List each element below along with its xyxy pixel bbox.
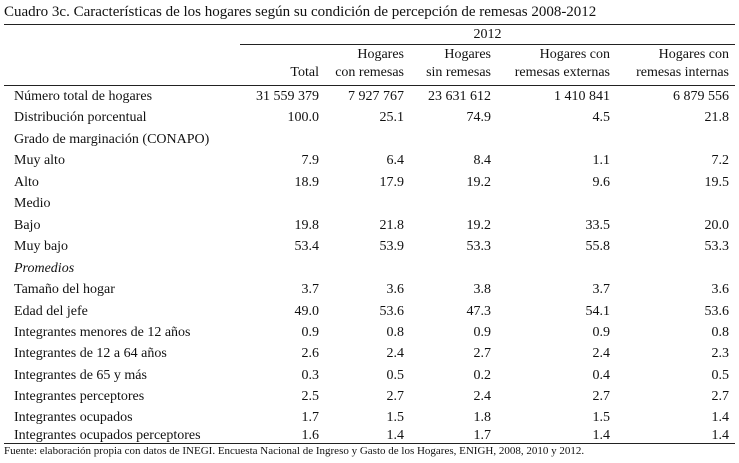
column-header-1-line2: Total bbox=[290, 65, 319, 80]
table-cell: 1.4 bbox=[592, 428, 610, 443]
table-cell: 3.7 bbox=[301, 282, 319, 297]
row-label: Muy alto bbox=[14, 153, 65, 168]
table-cell: 4.5 bbox=[592, 110, 610, 125]
source-note: Fuente: elaboración propia con datos de INEGI. Encuesta Nacional de Ingreso y Gasto de los Hogares, ENIGH, 2008, 2010 y 2012. bbox=[4, 445, 585, 457]
table-cell: 9.6 bbox=[592, 175, 610, 190]
table-cell: 53.9 bbox=[379, 239, 404, 254]
table-cell: 53.3 bbox=[704, 239, 729, 254]
table-cell: 1 410 841 bbox=[554, 89, 610, 104]
row-label: Medio bbox=[14, 196, 51, 211]
table-cell: 19.2 bbox=[466, 175, 491, 190]
table-cell: 33.5 bbox=[585, 218, 610, 233]
table-cell: 1.6 bbox=[301, 428, 319, 443]
table-cell: 0.9 bbox=[592, 325, 610, 340]
table-cell: 1.7 bbox=[301, 410, 319, 425]
row-label: Promedios bbox=[14, 261, 75, 276]
row-label: Integrantes ocupados bbox=[14, 410, 133, 425]
row-label: Bajo bbox=[14, 218, 41, 233]
table-cell: 19.2 bbox=[466, 218, 491, 233]
table-cell: 0.5 bbox=[711, 368, 729, 383]
row-label: Integrantes ocupados perceptores bbox=[14, 428, 201, 443]
table-title: Cuadro 3c. Características de los hogares según su condición de percepción de remesas 2008-2012 bbox=[4, 4, 597, 20]
table-cell: 7.2 bbox=[711, 153, 729, 168]
table-cell: 1.4 bbox=[711, 428, 729, 443]
table-cell: 3.7 bbox=[592, 282, 610, 297]
table-cell: 21.8 bbox=[379, 218, 404, 233]
year-rule bbox=[240, 44, 735, 45]
row-label: Muy bajo bbox=[14, 239, 69, 254]
column-header-3-line1: Hogares bbox=[444, 47, 491, 62]
table-cell: 2.3 bbox=[711, 346, 729, 361]
column-header-2-line2: con remesas bbox=[335, 65, 404, 80]
table-cell: 1.5 bbox=[386, 410, 404, 425]
row-label: Integrantes perceptores bbox=[14, 389, 145, 404]
table-cell: 1.4 bbox=[711, 410, 729, 425]
column-header-5-line2: remesas internas bbox=[636, 65, 729, 80]
table-cell: 53.4 bbox=[294, 239, 319, 254]
table-cell: 2.7 bbox=[386, 389, 404, 404]
table-cell: 0.8 bbox=[386, 325, 404, 340]
table-cell: 1.5 bbox=[592, 410, 610, 425]
column-header-5-line1: Hogares con bbox=[658, 47, 729, 62]
table-cell: 3.6 bbox=[711, 282, 729, 297]
table-cell: 0.3 bbox=[301, 368, 319, 383]
table-cell: 100.0 bbox=[287, 110, 319, 125]
table-cell: 0.8 bbox=[711, 325, 729, 340]
year-header: 2012 bbox=[473, 27, 502, 42]
table-cell: 53.6 bbox=[379, 304, 404, 319]
table-cell: 6 879 556 bbox=[673, 89, 729, 104]
column-header-4-line2: remesas externas bbox=[514, 65, 610, 80]
table-cell: 7.9 bbox=[301, 153, 319, 168]
table-cell: 2.4 bbox=[592, 346, 610, 361]
row-label: Alto bbox=[14, 175, 39, 190]
header-rule bbox=[4, 85, 735, 86]
row-label: Grado de marginación (CONAPO) bbox=[14, 132, 210, 147]
table-cell: 7 927 767 bbox=[348, 89, 404, 104]
row-label: Tamaño del hogar bbox=[14, 282, 115, 297]
table-cell: 23 631 612 bbox=[428, 89, 491, 104]
table-cell: 0.2 bbox=[473, 368, 491, 383]
row-label: Integrantes de 12 a 64 años bbox=[14, 346, 167, 361]
table-cell: 0.4 bbox=[592, 368, 610, 383]
table-cell: 47.3 bbox=[466, 304, 491, 319]
row-label: Integrantes menores de 12 años bbox=[14, 325, 191, 340]
row-label: Distribución porcentual bbox=[14, 110, 147, 125]
row-label: Edad del jefe bbox=[14, 304, 88, 319]
table-cell: 0.9 bbox=[473, 325, 491, 340]
table-cell: 0.9 bbox=[301, 325, 319, 340]
table-cell: 1.7 bbox=[473, 428, 491, 443]
table-cell: 49.0 bbox=[294, 304, 319, 319]
table-cell: 1.8 bbox=[473, 410, 491, 425]
table-cell: 20.0 bbox=[704, 218, 729, 233]
table-cell: 2.5 bbox=[301, 389, 319, 404]
table-cell: 3.6 bbox=[386, 282, 404, 297]
table-cell: 19.5 bbox=[704, 175, 729, 190]
table-cell: 6.4 bbox=[386, 153, 404, 168]
table-cell: 2.7 bbox=[592, 389, 610, 404]
table-cell: 1.4 bbox=[386, 428, 404, 443]
column-header-4-line1: Hogares con bbox=[539, 47, 610, 62]
table-cell: 2.4 bbox=[386, 346, 404, 361]
table-cell: 53.3 bbox=[466, 239, 491, 254]
table-cell: 3.8 bbox=[473, 282, 491, 297]
table-cell: 2.7 bbox=[473, 346, 491, 361]
table-cell: 74.9 bbox=[466, 110, 491, 125]
table-cell: 8.4 bbox=[473, 153, 491, 168]
table-cell: 21.8 bbox=[704, 110, 729, 125]
table-cell: 25.1 bbox=[379, 110, 404, 125]
column-header-2-line1: Hogares bbox=[357, 47, 404, 62]
row-label: Integrantes de 65 y más bbox=[14, 368, 147, 383]
table-cell: 2.7 bbox=[711, 389, 729, 404]
table-cell: 31 559 379 bbox=[256, 89, 319, 104]
table-cell: 54.1 bbox=[585, 304, 610, 319]
table-cell: 17.9 bbox=[379, 175, 404, 190]
row-label: Número total de hogares bbox=[14, 89, 153, 104]
column-header-3-line2: sin remesas bbox=[426, 65, 491, 80]
table-cell: 19.8 bbox=[294, 218, 319, 233]
table-cell: 55.8 bbox=[585, 239, 610, 254]
table-cell: 2.6 bbox=[301, 346, 319, 361]
bottom-rule bbox=[4, 443, 735, 444]
top-rule bbox=[4, 24, 735, 25]
table-cell: 53.6 bbox=[704, 304, 729, 319]
table-cell: 18.9 bbox=[294, 175, 319, 190]
table-cell: 1.1 bbox=[592, 153, 610, 168]
table-cell: 2.4 bbox=[473, 389, 491, 404]
table-cell: 0.5 bbox=[386, 368, 404, 383]
